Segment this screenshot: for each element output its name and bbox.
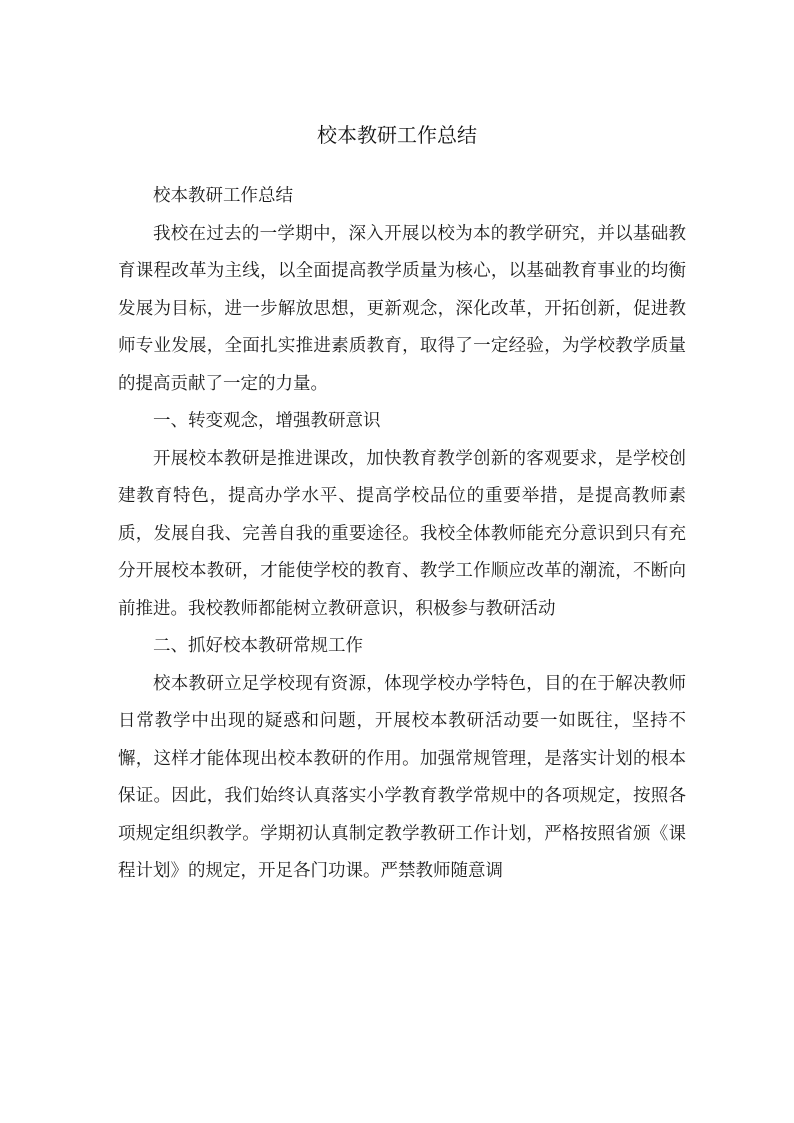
document-title: 校本教研工作总结	[317, 123, 477, 147]
paragraph-intro: 我校在过去的一学期中，深入开展以校为本的教学研究，并以基础教育课程改革为主线，以全面提高教学质量为核心，以基础教育事业的均衡发展为目标，进一步解放思想，更新观念，深化改革，开拓创新，促进教师专业发展，全面扎实推进素质教育，取得了一定经验，为学校教学质量的提高贡献了一定的力量。	[118, 223, 686, 394]
document-subtitle: 校本教研工作总结	[153, 186, 293, 206]
paragraph-section-2: 校本教研立足学校现有资源，体现学校办学特色，目的在于解决教师日常教学中出现的疑惑和问题，开展校本教研活动要一如既往，坚持不懈，这样才能体现出校本教研的作用。加强常规管理，是落实计划的根本保证。因此，我们始终认真落实小学教育教学常规中的各项规定，按照各项规定组织教学。学期初认真制定教学教研工作计划，严格按照省颁《课程计划》的规定，开足各门功课。严禁教师随意调	[118, 673, 686, 881]
document-body	[118, 178, 686, 891]
paragraph-section-1: 开展校本教研是推进课改，加快教育教学创新的客观要求，是学校创建教育特色，提高办学水平、提高学校品位的重要举措，是提高教师素质，发展自我、完善自我的重要途径。我校全体教师能充分意识到只有充分开展校本教研，才能使学校的教育、教学工作顺应改革的潮流，不断向前推进。我校教师都能树立教研意识，积极参与教研活动	[118, 448, 686, 619]
section-heading-2: 二、抓好校本教研常规工作	[153, 636, 363, 656]
section-heading-1: 一、转变观念，增强教研意识	[153, 411, 381, 431]
